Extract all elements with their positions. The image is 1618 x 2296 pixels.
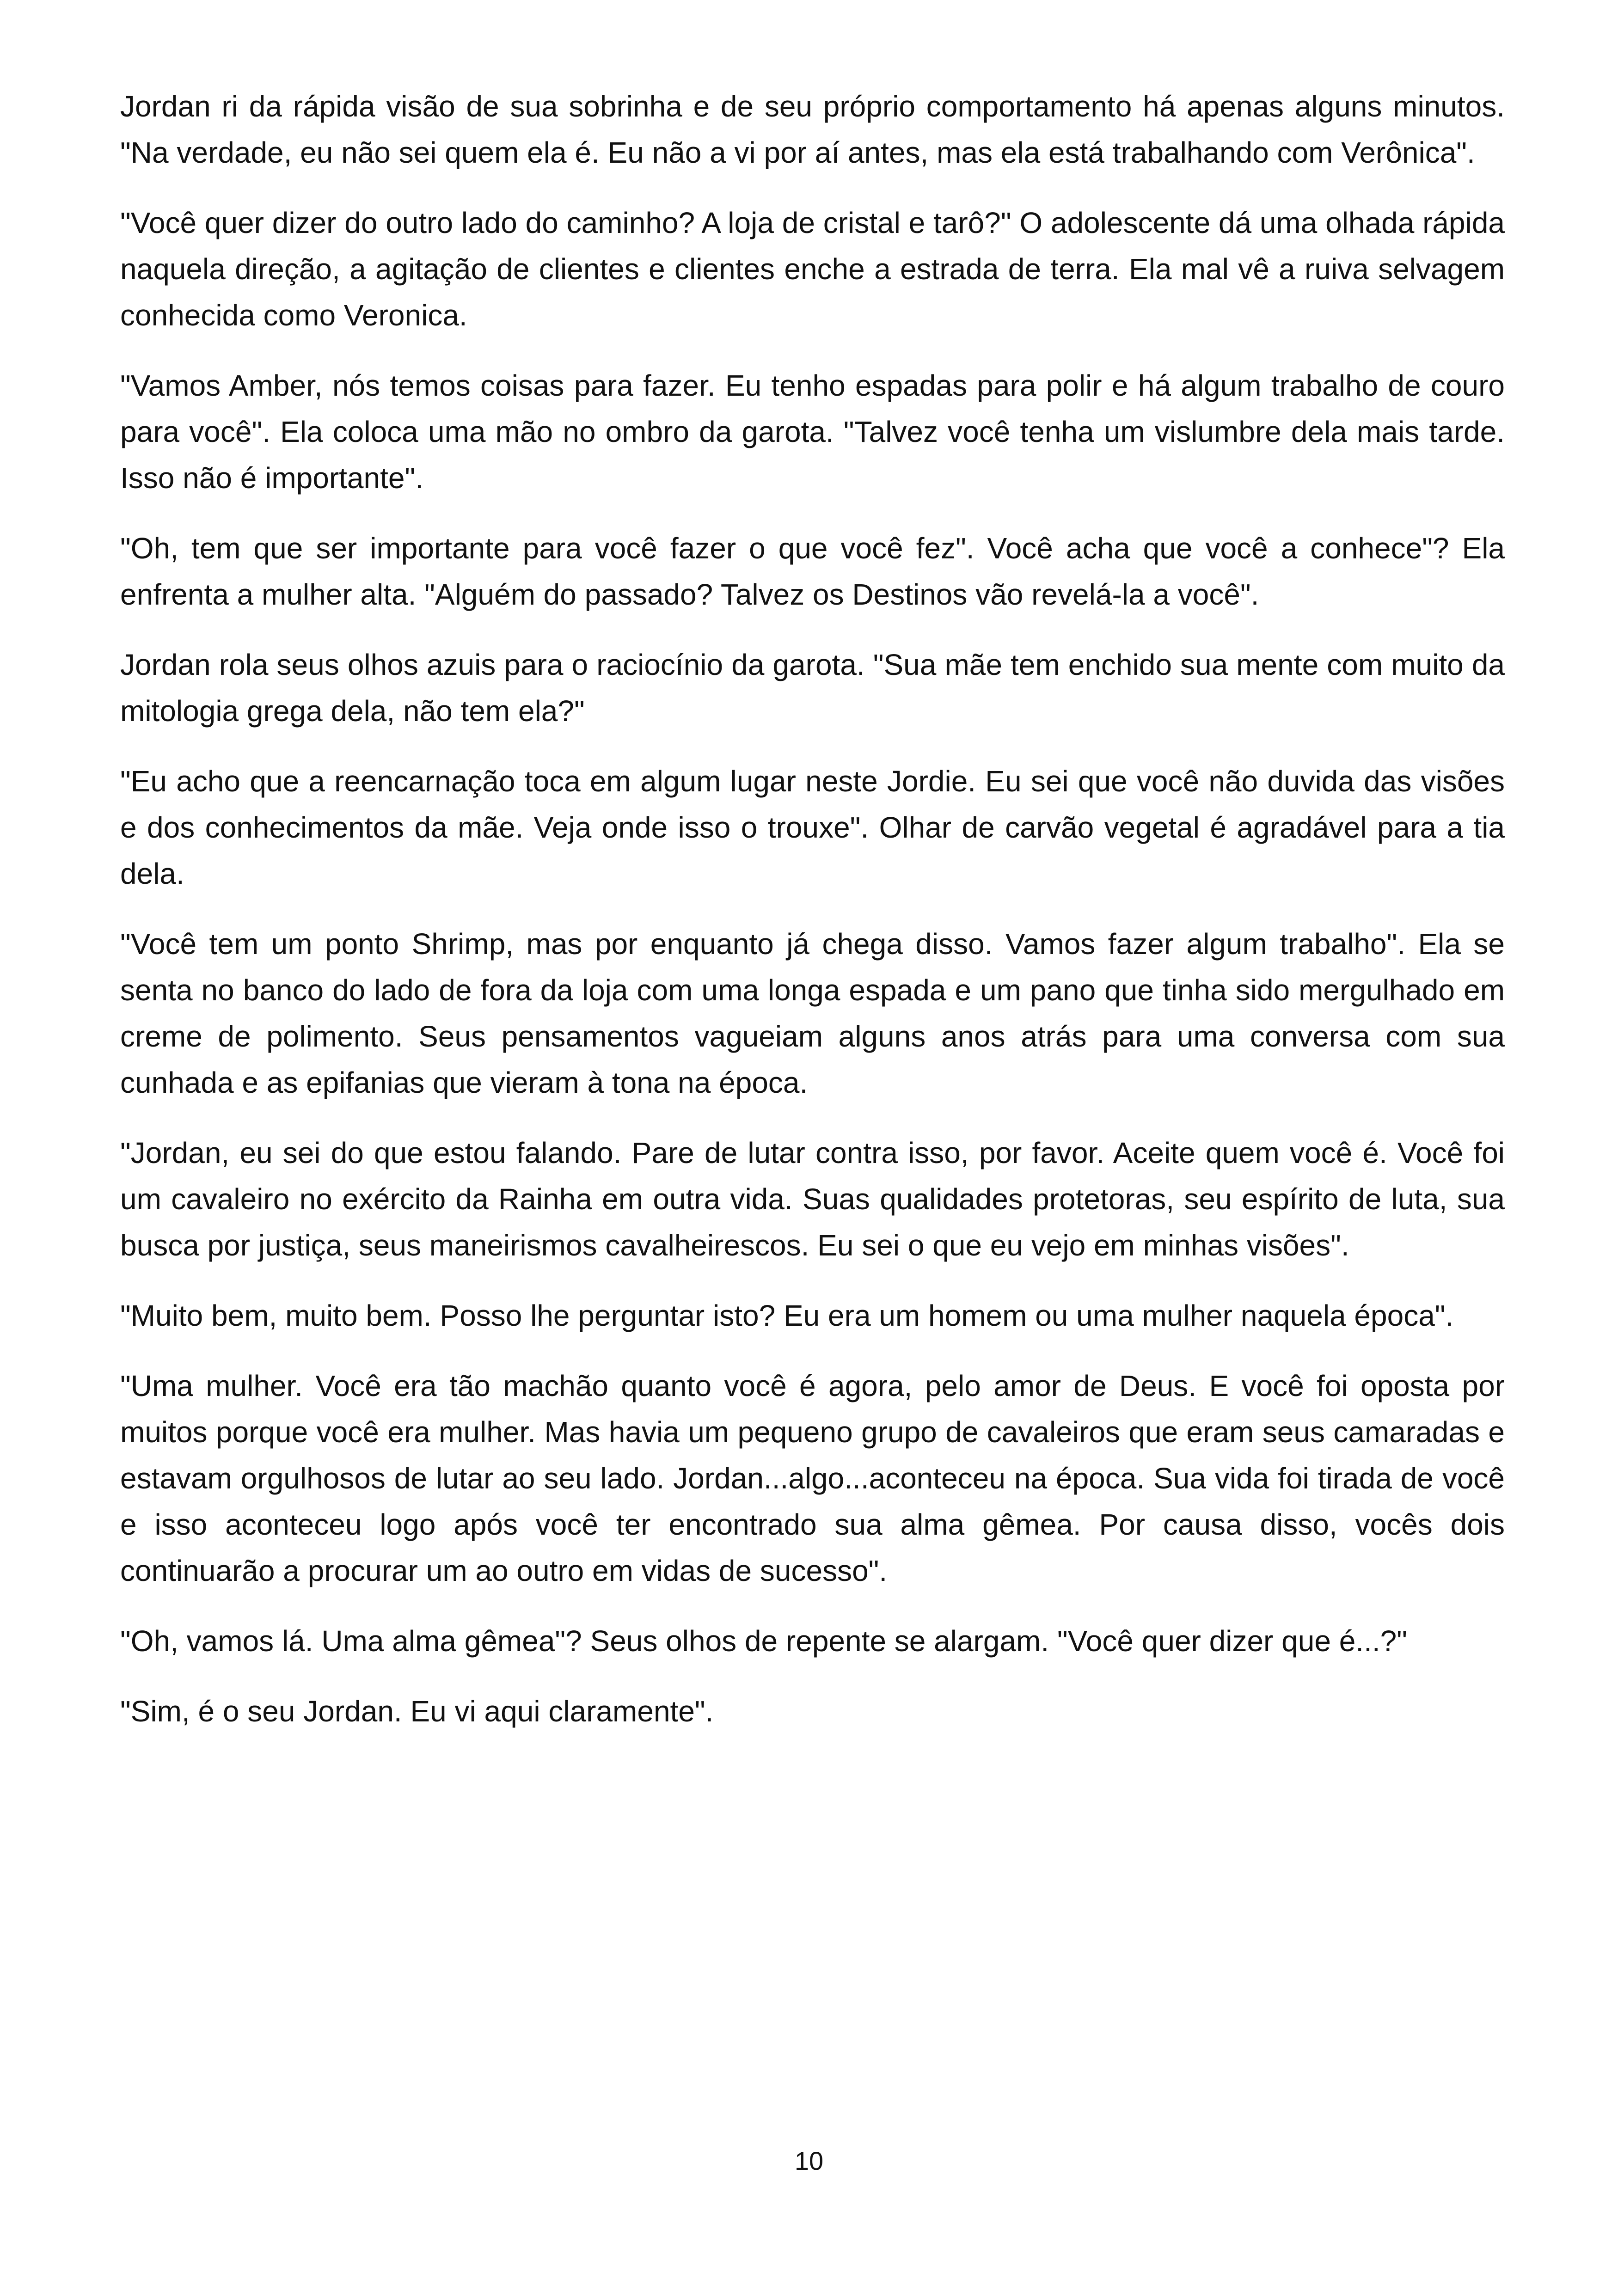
- paragraph: "Muito bem, muito bem. Posso lhe perguntar isto? Eu era um homem ou uma mulher naquela época".: [120, 1299, 1454, 1332]
- page-number: 10: [794, 2146, 824, 2175]
- paragraph: "Eu acho que a reencarnação toca em algum lugar neste Jordie. Eu sei que você não duvida das visões e dos conhecimentos da mãe. Veja onde isso o trouxe". Olhar de carvão vegetal é agradável para a tia dela.: [120, 765, 1505, 890]
- page-body: [120, 83, 1505, 1758]
- paragraph: "Oh, tem que ser importante para você fazer o que você fez". Você acha que você a conhece"? Ela enfrenta a mulher alta. "Alguém do passado? Talvez os Destinos vão revelá-la a você".: [120, 532, 1505, 611]
- paragraph: "Você quer dizer do outro lado do caminho? A loja de cristal e tarô?" O adolescente dá uma olhada rápida naquela direção, a agitação de clientes e clientes enche a estrada de terra. Ela mal vê a ruiva selvagem conhecida como Veronica.: [120, 206, 1505, 332]
- paragraph: "Uma mulher. Você era tão machão quanto você é agora, pelo amor de Deus. E você foi oposta por muitos porque você era mulher. Mas havia um pequeno grupo de cavaleiros que eram seus camaradas e estavam orgulhosos de lutar ao seu lado. Jordan...algo...aconteceu na época. Sua vida foi tirada de você e isso aconteceu logo após você ter encontrado sua alma gêmea. Por causa disso, vocês dois continuarão a procurar um ao outro em vidas de sucesso".: [120, 1369, 1505, 1587]
- paragraph: "Vamos Amber, nós temos coisas para fazer. Eu tenho espadas para polir e há algum trabalho de couro para você". Ela coloca uma mão no ombro da garota. "Talvez você tenha um vislumbre dela mais tarde. Isso não é importante".: [120, 369, 1505, 495]
- paragraph: "Oh, vamos lá. Uma alma gêmea"? Seus olhos de repente se alargam. "Você quer dizer que é...?": [120, 1624, 1407, 1658]
- paragraph: Jordan ri da rápida visão de sua sobrinha e de seu próprio comportamento há apenas alguns minutos. "Na verdade, eu não sei quem ela é. Eu não a vi por aí antes, mas ela está trabalhando com Verônica".: [120, 90, 1505, 169]
- paragraph: "Jordan, eu sei do que estou falando. Pare de lutar contra isso, por favor. Aceite quem você é. Você foi um cavaleiro no exército da Rainha em outra vida. Suas qualidades protetoras, seu espírito de luta, sua busca por justiça, seus maneirismos cavalheirescos. Eu sei o que eu vejo em minhas visões".: [120, 1136, 1505, 1262]
- paragraph: "Sim, é o seu Jordan. Eu vi aqui claramente".: [120, 1695, 714, 1728]
- paragraph: Jordan rola seus olhos azuis para o raciocínio da garota. "Sua mãe tem enchido sua mente com muito da mitologia grega dela, não tem ela?": [120, 648, 1505, 728]
- paragraph: "Você tem um ponto Shrimp, mas por enquanto já chega disso. Vamos fazer algum trabalho". Ela se senta no banco do lado de fora da loja com uma longa espada e um pano que tinha sido mergulhado em creme de polimento. Seus pensamentos vagueiam alguns anos atrás para uma conversa com sua cunhada e as epifanias que vieram à tona na época.: [120, 927, 1505, 1099]
